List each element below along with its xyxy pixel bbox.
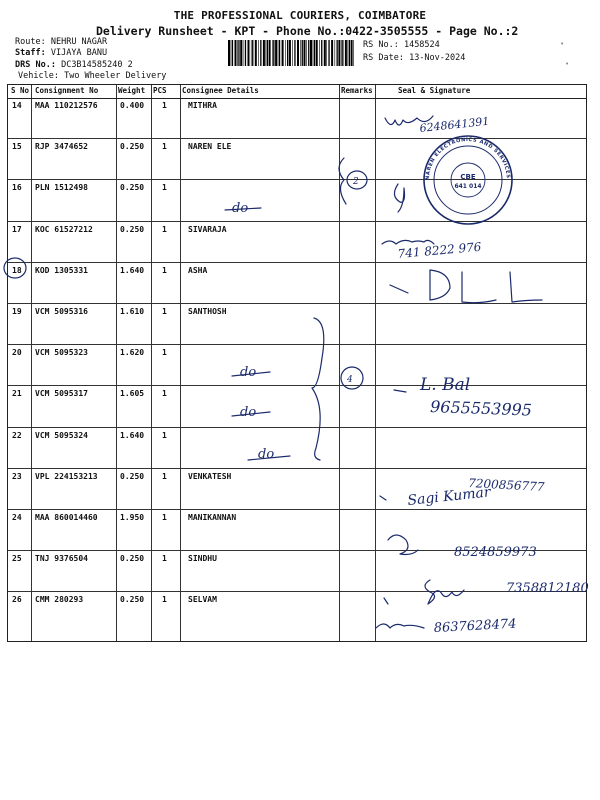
handwritten-phone-row24: 8524859973 [454,545,537,560]
remarks-count-2: 2 [353,177,359,187]
cell-weight: 0.250 [120,183,145,193]
stamp-ring-text: NAREN ELECTRONICS AND SERVICES [424,136,512,181]
cell-consignee: ASHA [188,265,208,275]
table-row [8,386,586,427]
cell-weight: 0.250 [120,554,145,564]
cell-weight: 0.250 [120,471,145,481]
rs-date-label: RS Date: [363,53,404,63]
cell-pcs: 1 [162,101,167,110]
cell-sno: 15 [12,142,22,152]
margin-mark: • [560,40,565,48]
cell-pcs: 1 [162,389,167,399]
route-line [15,37,107,47]
table-row [8,428,586,469]
table-row [8,98,586,139]
cell-sno: 19 [12,307,22,316]
cell-sno: 14 [12,101,22,110]
cell-consignment-no: MAA 860014460 [35,513,98,522]
handwritten-name-row23: Sagi Kumar [406,484,492,509]
table-row [8,304,586,345]
handwritten-phone-row23: 7200856777 [467,476,545,494]
route-value: NEHRU NAGAR [50,37,108,47]
cell-sno: 24 [12,513,22,522]
cell-consignment-no: CMM 280293 [35,595,84,605]
ditto-row16: do [232,201,249,216]
table-row [8,263,586,304]
rs-no-line [363,40,440,50]
handwritten-phone-row17: 741 8222 976 [397,239,482,261]
cell-consignee: SANTHOSH [188,307,227,316]
col-consignee-header: Consignee Details [182,86,259,95]
runsheet-title: Delivery Runsheet - KPT - Phone No.:0422-3505555 - Page No.:2 [96,24,519,38]
handwritten-phone-row21: 9655553995 [429,397,533,420]
cell-weight: 1.640 [120,265,145,275]
delivery-table [7,84,587,642]
table-header-row [8,85,586,99]
handwritten-name-row20: L. Bal [420,375,471,395]
vehicle-value: Two Wheeler Delivery [64,71,167,81]
col-seal-signature-header: Seal & Signature [398,86,471,95]
cell-pcs: 1 [162,595,167,605]
rs-date-value: 13-Nov-2024 [409,53,466,63]
staff-label: Staff: [15,48,46,58]
stamp-city: CBE [460,173,476,181]
cell-consignment-no: VPL 224153213 [35,471,98,481]
handwritten-phone-row25: 7358812180 [506,581,589,596]
route-label: Route: [15,37,46,47]
cell-sno: 20 [12,348,22,358]
cell-consignment-no: KOC 61527212 [35,224,93,234]
table-row [8,222,586,263]
table-row [8,180,586,221]
cell-pcs: 1 [162,513,167,522]
ditto-row21: do [240,405,257,420]
table-row [8,469,586,510]
cell-consignment-no: VCM 5095317 [35,389,88,399]
col-consignment-header: Consignment No [35,86,99,95]
rs-date-line [363,53,465,63]
cell-weight: 0.250 [120,595,145,605]
col-sno-header: S No [11,86,30,95]
margin-mark: • [565,60,570,68]
cell-consignee: MANIKANNAN [188,513,237,522]
cell-pcs: 1 [162,265,167,275]
col-pcs-header: PCS [153,86,167,95]
cell-pcs: 1 [162,183,167,193]
vehicle-line [18,71,166,81]
cell-pcs: 1 [162,471,167,481]
cell-weight: 1.605 [120,389,145,399]
company-name: THE PROFESSIONAL COURIERS, COIMBATORE [173,9,427,22]
cell-consignment-no: VCM 5095316 [35,307,88,316]
drs-line [15,60,133,70]
cell-weight: 1.950 [120,513,145,522]
stamp-pincode: 641 014 [454,183,482,190]
cell-sno: 25 [12,554,22,564]
cell-weight: 0.250 [120,142,145,152]
cell-consignment-no: VCM 5095323 [35,348,88,358]
cell-consignment-no: TNJ 9376504 [35,554,88,564]
cell-sno: 18 [12,265,22,275]
cell-pcs: 1 [162,224,167,234]
cell-consignment-no: RJP 3474652 [35,142,88,152]
staff-value: VIJAYA BANU [50,48,108,58]
cell-consignee: NAREN ELE [188,142,232,152]
rs-no-value: 1458524 [403,40,440,50]
cell-pcs: 1 [162,430,167,440]
staff-line [15,48,107,58]
barcode [228,40,355,66]
cell-sno: 17 [12,224,22,234]
cell-pcs: 1 [162,348,167,358]
cell-sno: 26 [12,595,22,605]
cell-sno: 16 [12,183,22,193]
cell-consignment-no: PLN 1512498 [35,183,88,193]
cell-sno: 21 [12,389,22,399]
cell-weight: 0.400 [120,101,145,110]
cell-consignment-no: MAA 110212576 [35,101,98,110]
cell-weight: 1.620 [120,348,145,358]
cell-weight: 0.250 [120,224,145,234]
cell-consignee: VENKATESH [188,471,232,481]
cell-pcs: 1 [162,307,167,316]
ditto-row22: do [258,447,275,462]
table-row [8,510,586,551]
table-row [8,551,586,592]
handwritten-phone-row14: 6248641391 [418,114,490,135]
col-remarks-header: Remarks [341,86,373,95]
cell-consignee: MITHRA [188,101,217,110]
cell-pcs: 1 [162,142,167,152]
table-row [8,136,586,181]
drs-label: DRS No.: [15,60,56,70]
cell-sno: 23 [12,471,22,481]
cell-sno: 22 [12,430,22,440]
cell-weight: 1.610 [120,307,145,316]
cell-consignee: SINDHU [188,554,217,564]
cell-consignee: SELVAM [188,595,217,605]
cell-consignment-no: VCM 5095324 [35,430,88,440]
cell-weight: 1.640 [120,430,145,440]
handwritten-phone-row26: 8637628474 [433,616,517,636]
rs-no-label: RS No.: [363,40,399,50]
remarks-count-4: 4 [347,375,353,385]
cell-consignment-no: KOD 1305331 [35,265,88,275]
vehicle-label: Vehicle: [18,71,59,81]
drs-value: DC3B14585240 2 [61,60,133,70]
cell-pcs: 1 [162,554,167,564]
ditto-row20: do [240,365,257,380]
table-row [8,345,586,386]
table-row [8,592,586,633]
cell-consignee: SIVARAJA [188,224,227,234]
col-weight-header: Weight [118,86,146,95]
